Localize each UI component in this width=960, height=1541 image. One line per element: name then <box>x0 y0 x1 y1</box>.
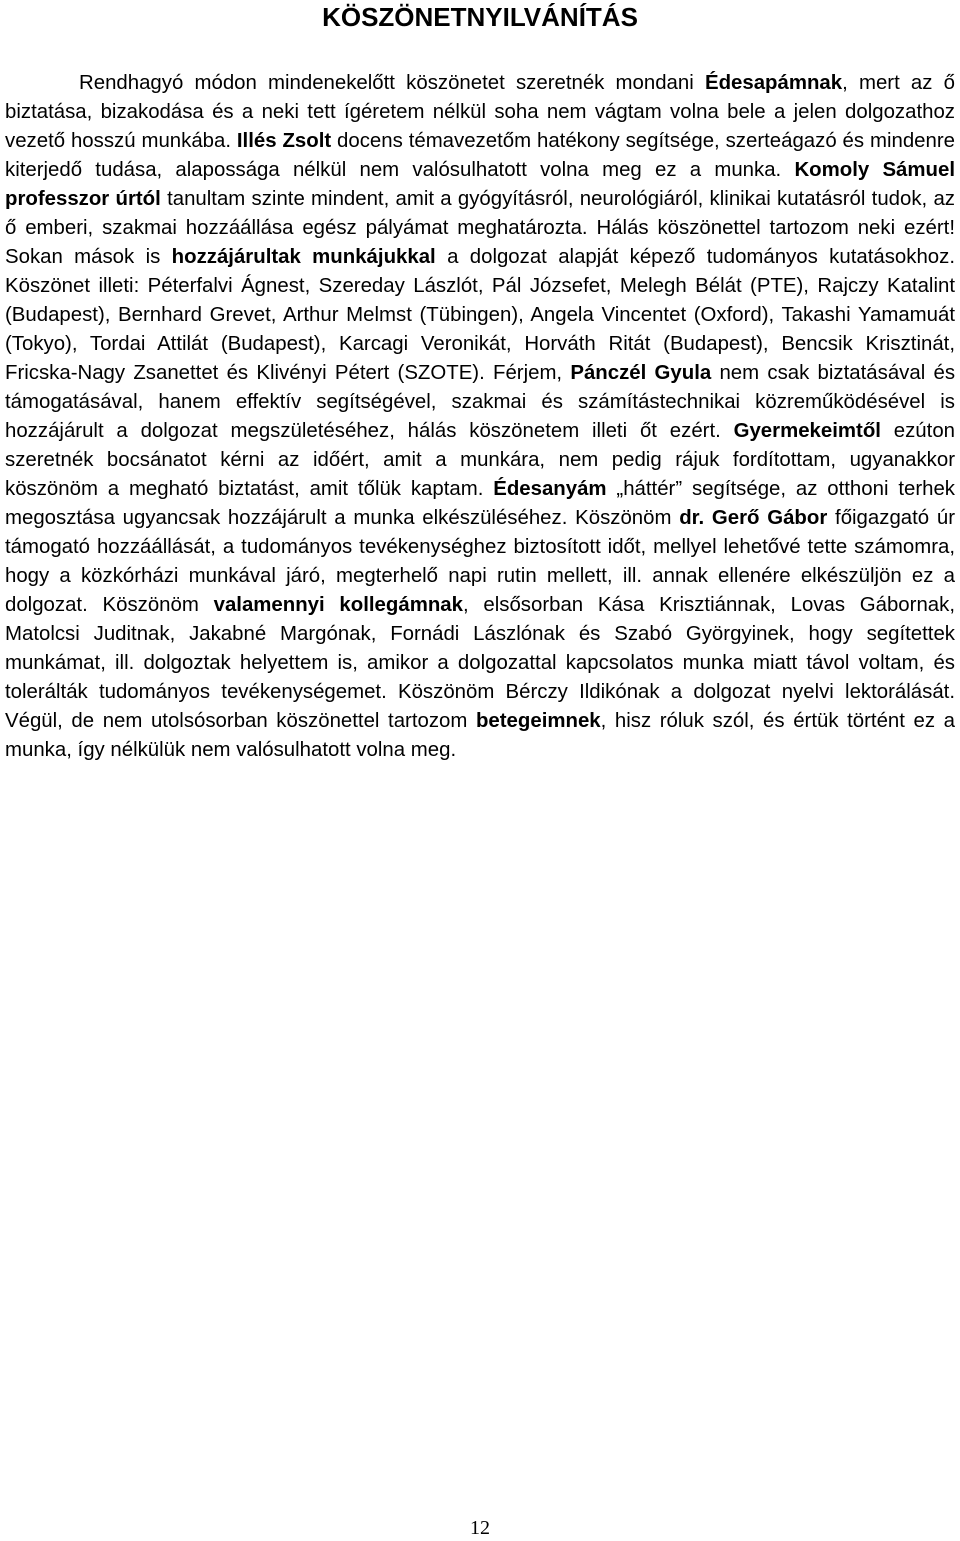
text-segment: Rendhagyó módon mindenekelőtt köszönetet szeretnék mondani <box>79 72 705 94</box>
bold-phrase: betegeimnek <box>475 710 601 732</box>
bold-name: Illés Zsolt <box>236 130 332 152</box>
text-segment: , mert az ő biztatása, bizakodása és a neki tett ígéretem nélkül soha nem vágtam volna bele a jelen dolgozathoz vezető hosszú munkába. <box>5 72 955 152</box>
bold-phrase: hozzájárultak munkájukkal <box>171 246 436 268</box>
bold-name: Komoly Sámuel professzor úrtól <box>5 159 955 210</box>
bold-phrase: Édesanyám <box>493 478 607 500</box>
text-segment: a dolgozat alapját képező tudományos kutatásokhoz. Köszönet illeti: Péterfalvi Ágnest, Szereday Lászlót, Pál Józsefet, Melegh Bélát (PTE), Rajczy Katalint (Budapest), Bernhard Grevet, Arthur Melmst (Tübingen), Angela Vincentet (Oxford), Takashi Yamamuát (Tokyo), Tordai Attilát (Budapest), Karcagi Veronikát, Horváth Ritát (Budapest), Bencsik Krisztinát, Fricska-Nagy Zsanettet és Klivényi Pétert (SZOTE). Férjem, <box>5 246 955 384</box>
text-segment: „háttér” segítsége, az otthoni terhek megosztása ugyancsak hozzájárult a munka elkészüléséhez. Köszönöm <box>5 478 955 529</box>
text-segment: , hisz róluk szól, és értük történt ez a munka, így nélkülük nem valósulhatott volna meg. <box>5 710 955 761</box>
text-segment: docens témavezetőm hatékony segítsége, szerteágazó és mindenre kiterjedő tudása, alapossága nélkül nem valósulhatott volna meg ez a munka. <box>5 130 955 181</box>
bold-phrase: valamennyi kollegámnak <box>213 594 463 616</box>
bold-phrase: Gyermekeimtől <box>733 420 881 442</box>
bold-name: Pánczél Gyula <box>570 362 712 384</box>
bold-name: Édesapámnak <box>704 72 843 94</box>
bold-name: dr. Gerő Gábor <box>679 507 828 529</box>
text-segment: ezúton szeretnék bocsánatot kérni az időért, amit a munkára, nem pedig rájuk fordítottam, ugyanakkor köszönöm a megható biztatást, amit tőlük kaptam. <box>5 420 955 500</box>
page-title: KÖSZÖNETNYILVÁNÍTÁS <box>322 2 638 32</box>
page-number: 12 <box>470 1517 490 1539</box>
text-segment: főigazgató úr támogató hozzáállását, a tudományos tevékenységhez biztosított időt, mellyel lehetővé tette számomra, hogy a közkórházi munkával járó, megterhelő napi rutin mellett, ill. annak ellenére elkészüljön ez a dolgozat. Köszönöm <box>5 507 955 616</box>
acknowledgement-paragraph <box>5 69 955 765</box>
text-segment: nem csak biztatásával és támogatásával, hanem effektív segítségével, szakmai és számítástechnikai közreműködésével is hozzájárult a dolgozat megszületéséhez, hálás köszönetem illeti őt ezért. <box>5 362 956 442</box>
text-segment: , elsősorban Kása Krisztiánnak, Lovas Gábornak, Matolcsi Juditnak, Jakabné Margónak, Fornádi Lászlónak és Szabó Györgyinek, hogy segítettek munkámat, ill. dolgoztak helyettem is, amikor a dolgozattal kapcsolatos munka miatt távol voltam, és tolerálták tudományos tevékenységemet. Köszönöm Bérczy Ildikónak a dolgozat nyelvi lektorálását. Végül, de nem utolsósorban köszönettel tartozom <box>5 594 955 732</box>
text-segment: tanultam szinte mindent, amit a gyógyításról, neurológiáról, klinikai kutatásról tudok, az ő emberi, szakmai hozzáállása egész pályámat meghatározta. Hálás köszönettel tartozom neki ezért! Sokan mások is <box>5 188 955 268</box>
